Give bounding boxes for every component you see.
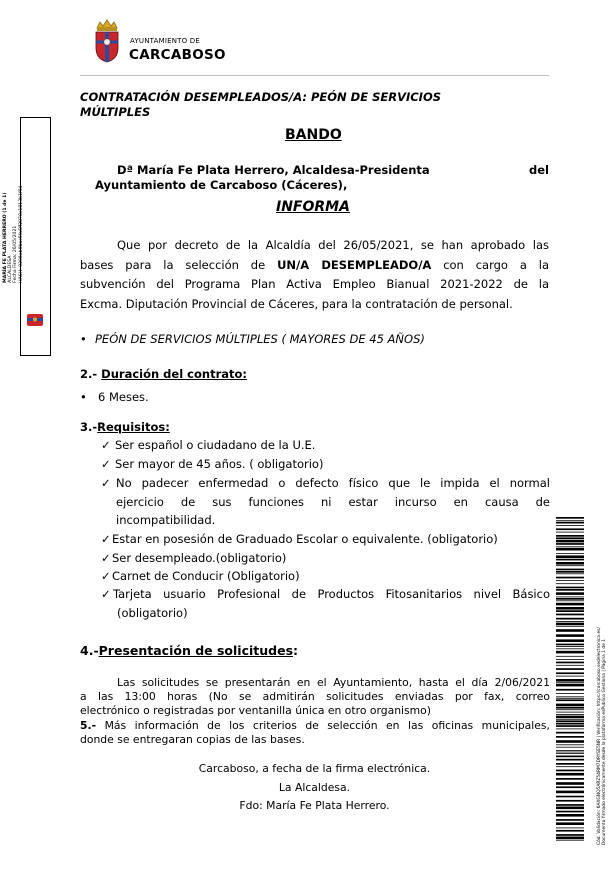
barcode-bar bbox=[556, 569, 584, 571]
org-name: CARCABOSO bbox=[129, 47, 226, 63]
section-number: 5.- bbox=[80, 719, 97, 732]
bullet-icon: • bbox=[80, 390, 87, 404]
barcode-bar bbox=[556, 600, 584, 601]
barcode-bar bbox=[556, 800, 584, 802]
barcode-bar bbox=[556, 676, 584, 677]
barcode-bar bbox=[556, 651, 584, 654]
barcode-bar bbox=[556, 696, 584, 697]
sign-place-date: Carcaboso, a fecha de la firma electrónica. bbox=[198, 762, 431, 775]
requirement-text: Ser mayor de 45 años. ( obligatorio) bbox=[115, 457, 324, 471]
barcode-bar bbox=[556, 540, 584, 543]
barcode-bar bbox=[556, 646, 584, 647]
barcode-bar bbox=[556, 553, 584, 554]
requirement-text: Ser desempleado.(obligatorio) bbox=[112, 551, 287, 565]
barcode-bar bbox=[556, 623, 584, 626]
para-line bbox=[80, 256, 549, 276]
barcode-bar bbox=[556, 562, 584, 565]
barcode-bar bbox=[556, 834, 584, 836]
requirement-item bbox=[101, 568, 300, 584]
barcode-bar bbox=[556, 589, 584, 591]
para-line: Que por decreto de la Alcaldía del 26/05/2021, se han aprobado las bbox=[117, 238, 549, 252]
section-4-heading bbox=[80, 643, 298, 659]
barcode-bar bbox=[556, 732, 584, 734]
sign-name: Fdo: María Fe Plata Herrero. bbox=[239, 799, 390, 812]
barcode-bar bbox=[556, 634, 584, 637]
requirement-item bbox=[101, 456, 323, 472]
informa-heading: INFORMA bbox=[276, 199, 350, 215]
requirement-text: Estar en posesión de Graduado Escolar o equivalente. (obligatorio) bbox=[112, 532, 498, 546]
from-line2: Ayuntamiento de Carcaboso (Cáceres), bbox=[95, 178, 348, 192]
section-colon: : bbox=[293, 643, 299, 658]
para-line: Excma. Diputación Provincial de Cáceres, para la contratación de personal. bbox=[80, 296, 513, 311]
barcode-bar bbox=[556, 796, 584, 798]
barcode-bar bbox=[556, 656, 584, 657]
checkmark-icon: ✓ bbox=[101, 551, 111, 565]
requirement-item bbox=[101, 585, 550, 623]
para-text: Más información de los criterios de selección en las oficinas municipales, bbox=[104, 719, 550, 732]
barcode-bar bbox=[556, 684, 584, 687]
barcode-bar bbox=[556, 725, 584, 727]
barcode-bar bbox=[556, 629, 584, 632]
section-number: 2.- bbox=[80, 367, 98, 381]
checkmark-icon: ✓ bbox=[101, 457, 111, 471]
barcode-bar bbox=[556, 750, 584, 751]
barcode-bar bbox=[556, 598, 584, 600]
job-title: PEÓN DE SERVICIOS MÚLTIPLES ( MAYORES DE 45 AÑOS) bbox=[95, 332, 425, 346]
town-crest-icon bbox=[92, 18, 122, 64]
barcode-bar bbox=[556, 840, 584, 841]
barcode-bar bbox=[556, 699, 584, 701]
barcode-bar bbox=[556, 770, 584, 772]
barcode-bar bbox=[556, 707, 584, 709]
barcode-bar bbox=[556, 610, 584, 612]
barcode-bar bbox=[556, 603, 584, 606]
barcode-bar bbox=[556, 759, 584, 761]
doc-title-line2: MÚLTIPLES bbox=[80, 105, 151, 119]
from-del: del bbox=[529, 163, 549, 177]
barcode-bar bbox=[556, 517, 584, 519]
barcode-bar bbox=[556, 807, 584, 810]
barcode-bar bbox=[556, 573, 584, 574]
checkmark-icon: ✓ bbox=[101, 438, 111, 452]
barcode-bar bbox=[556, 626, 584, 627]
requirement-text: Carnet de Conducir (Obligatorio) bbox=[112, 569, 300, 583]
requirement-text: ejercicio de sus funciones ni estar incurso en causa de bbox=[116, 494, 550, 509]
barcode-bar bbox=[556, 580, 584, 581]
barcode-caption-line2: Documento firmado electrónicamente desde la plataforma esPublico Gestiona | Página 1 de 1 bbox=[602, 638, 608, 845]
barcode-bar bbox=[556, 592, 584, 595]
barcode-bar bbox=[556, 537, 584, 539]
barcode-bar bbox=[556, 525, 584, 526]
stamp-text bbox=[3, 186, 24, 283]
barcode-bar bbox=[556, 587, 584, 589]
checkmark-icon: ✓ bbox=[101, 476, 111, 490]
barcode-bar bbox=[556, 744, 584, 745]
stamp-crest-icon bbox=[26, 313, 44, 327]
sign-role: La Alcaldesa. bbox=[278, 781, 351, 794]
barcode-bar bbox=[556, 786, 584, 788]
barcode-caption-line1: Cód. Validación: 6AXGNQ5ARZ54RM7DRYSE5NR | Verificación: https://carcaboso.sedelectronica.es/ bbox=[597, 627, 602, 845]
signature-stamp bbox=[3, 117, 51, 356]
barcode-bar bbox=[556, 814, 584, 817]
para-line: electrónico o registradas por ventanilla única en otro organismo) bbox=[80, 703, 431, 717]
barcode-bar bbox=[556, 597, 584, 598]
barcode-bar bbox=[556, 583, 584, 584]
barcode-bar bbox=[556, 753, 584, 754]
section-2-heading bbox=[80, 366, 247, 382]
barcode-bar bbox=[556, 719, 584, 720]
barcode-bar bbox=[556, 555, 584, 558]
barcode-bar bbox=[556, 740, 584, 743]
barcode-bar bbox=[556, 693, 584, 694]
stamp-date: Fecha Firma: 26/05/2021 bbox=[13, 225, 19, 283]
job-bullet bbox=[80, 331, 425, 347]
barcode-bar bbox=[556, 532, 584, 533]
para-line: Las solicitudes se presentarán en el Ayuntamiento, hasta el día 2/06/2021 bbox=[117, 676, 550, 689]
from-line1 bbox=[117, 162, 430, 178]
para-line: a las 13:00 horas (No se admitirán solicitudes enviadas por fax, correo bbox=[80, 689, 550, 703]
barcode-bar bbox=[556, 546, 584, 547]
para-line: subvención del Programa Plan Activa Empleo Bianual 2021-2022 de la bbox=[80, 277, 549, 292]
barcode-bar bbox=[556, 522, 584, 524]
section-number: 4.- bbox=[80, 643, 99, 658]
barcode-bar bbox=[556, 736, 584, 738]
barcode-bar bbox=[556, 778, 584, 780]
barcode-bar bbox=[556, 712, 584, 713]
barcode-bar bbox=[556, 639, 584, 642]
para-line bbox=[80, 719, 550, 733]
barcode-bar bbox=[556, 565, 584, 566]
duration-bullet bbox=[80, 389, 149, 405]
requirement-item bbox=[101, 531, 498, 547]
requirement-text: No padecer enfermedad o defecto físico que le impida el normal bbox=[116, 476, 550, 490]
barcode-bar bbox=[556, 811, 584, 813]
checkmark-icon: ✓ bbox=[101, 532, 111, 546]
barcode-bar bbox=[556, 618, 584, 620]
info-paragraph bbox=[80, 719, 550, 747]
barcode-caption bbox=[597, 627, 607, 845]
barcode-bar bbox=[556, 763, 584, 765]
header-divider bbox=[80, 75, 549, 76]
requirement-text: incompatibilidad. bbox=[116, 513, 216, 527]
barcode-bar bbox=[556, 752, 584, 753]
section-3-heading bbox=[80, 419, 170, 435]
requirement-text: Tarjeta usuario Profesional de Productos Fitosanitarios nivel Básico bbox=[113, 587, 550, 601]
stamp-role: ALCALDESA bbox=[8, 255, 14, 283]
barcode-bar bbox=[556, 766, 584, 767]
section-title: Duración del contrato: bbox=[101, 367, 247, 381]
barcode-bar bbox=[556, 535, 584, 537]
barcode-bar bbox=[556, 723, 584, 725]
barcode-bar bbox=[556, 822, 584, 825]
barcode-bar bbox=[556, 659, 584, 660]
section-number: 3.- bbox=[80, 420, 98, 434]
barcode-bar bbox=[556, 577, 584, 579]
barcode-bar bbox=[556, 714, 584, 715]
duration-value: 6 Meses. bbox=[98, 390, 149, 404]
barcode-bar bbox=[556, 819, 584, 821]
barcode-bar bbox=[556, 704, 584, 707]
barcode-bar bbox=[556, 644, 584, 646]
barcode-bar bbox=[556, 559, 584, 561]
barcode-bar bbox=[556, 773, 584, 776]
para-highlight: UN/A DESEMPLEADO/A bbox=[277, 257, 432, 272]
requirement-item bbox=[101, 474, 550, 530]
submission-paragraph bbox=[80, 676, 550, 717]
doc-title-line1: CONTRATACIÓN DESEMPLEADOS/A: PEÓN DE SERVICIOS bbox=[80, 90, 442, 104]
barcode-bar bbox=[556, 648, 584, 649]
requirement-text: (obligatorio) bbox=[117, 606, 188, 620]
checkmark-icon: ✓ bbox=[101, 587, 111, 601]
bullet-icon: • bbox=[80, 332, 87, 346]
barcode-bar bbox=[556, 698, 584, 699]
para-line: donde se entregaran copias de las bases. bbox=[80, 733, 305, 746]
barcode-bar bbox=[556, 756, 584, 758]
stamp-signer: MARÍA FE PLATA HERRERO (1 de 1) bbox=[3, 192, 9, 283]
barcode-bar bbox=[556, 543, 584, 545]
bando-heading: BANDO bbox=[285, 127, 342, 143]
barcode-bar bbox=[556, 665, 584, 666]
barcode-bar bbox=[556, 682, 584, 683]
org-small-name: AYUNTAMIENTO DE bbox=[130, 37, 200, 45]
barcode-bar bbox=[556, 528, 584, 530]
barcode-bar bbox=[556, 729, 584, 730]
barcode-bar bbox=[556, 520, 584, 521]
para-text: con cargo a la bbox=[443, 257, 550, 272]
checkmark-icon: ✓ bbox=[101, 569, 111, 583]
barcode-bar bbox=[556, 828, 584, 829]
section-title: Presentación de solicitudes bbox=[98, 643, 294, 658]
barcode-bar bbox=[556, 689, 584, 691]
barcode-bar bbox=[556, 614, 584, 616]
barcode-bar bbox=[556, 782, 584, 785]
requirement-item bbox=[101, 437, 315, 453]
barcode-bar bbox=[556, 607, 584, 610]
barcode-bar bbox=[556, 747, 584, 748]
from-name: Dª María Fe Plata Herrero, Alcaldesa-Presidenta bbox=[117, 163, 430, 177]
barcode-bar bbox=[556, 720, 584, 722]
section-title: Requisitos: bbox=[97, 420, 170, 434]
barcode-bar bbox=[556, 804, 584, 806]
barcode-bar bbox=[556, 709, 584, 710]
decree-paragraph bbox=[80, 236, 549, 314]
validation-barcode bbox=[556, 517, 584, 842]
barcode-bar bbox=[556, 830, 584, 832]
barcode-bar bbox=[556, 662, 584, 664]
barcode-bar bbox=[556, 791, 584, 794]
barcode-bar bbox=[556, 621, 584, 622]
barcode-bar bbox=[556, 679, 584, 682]
requirement-item bbox=[101, 550, 286, 566]
para-text: bases para la selección de bbox=[80, 257, 266, 272]
barcode-bar bbox=[556, 837, 584, 840]
barcode-bar bbox=[556, 672, 584, 674]
barcode-bar bbox=[556, 668, 584, 670]
barcode-bar bbox=[556, 716, 584, 719]
requirement-text: Ser español o ciudadano de la U.E. bbox=[115, 438, 316, 452]
barcode-bar bbox=[556, 548, 584, 551]
barcode-bar bbox=[556, 571, 584, 573]
stamp-hash: HASH: 0206ab0bac5fa6ff2870c1813b1f94 bbox=[18, 185, 24, 283]
